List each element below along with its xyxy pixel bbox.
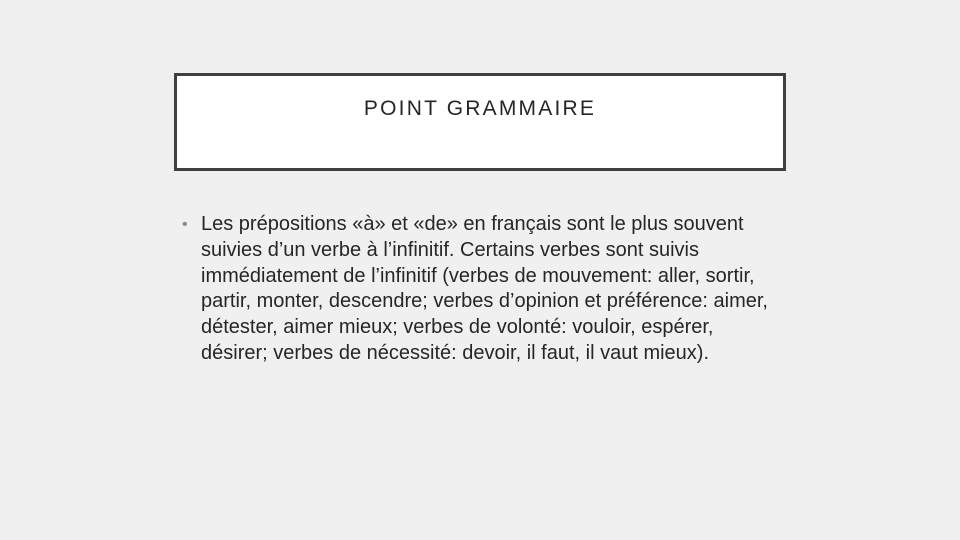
slide-title: POINT GRAMMAIRE xyxy=(363,97,597,120)
bullet-text: Les prépositions «à» et «de» en français sont le plus souvent suivies d’un verbe à l’infinitif. Certains verbes sont suivis immédiatement de l’infinitif (verbes de mouvement: aller, sortir, partir, monter, descendre; verbes d’opinion et préférence: aimer, détester, aimer mieux; verbes de volonté: vouloir, espérer, désirer; verbes de nécessité: devoir, il faut, il vaut mieux). xyxy=(201,213,768,364)
bullet-marker: • xyxy=(182,216,188,233)
slide-content xyxy=(182,212,782,367)
title-box xyxy=(174,73,786,171)
bullet-item xyxy=(182,212,782,367)
